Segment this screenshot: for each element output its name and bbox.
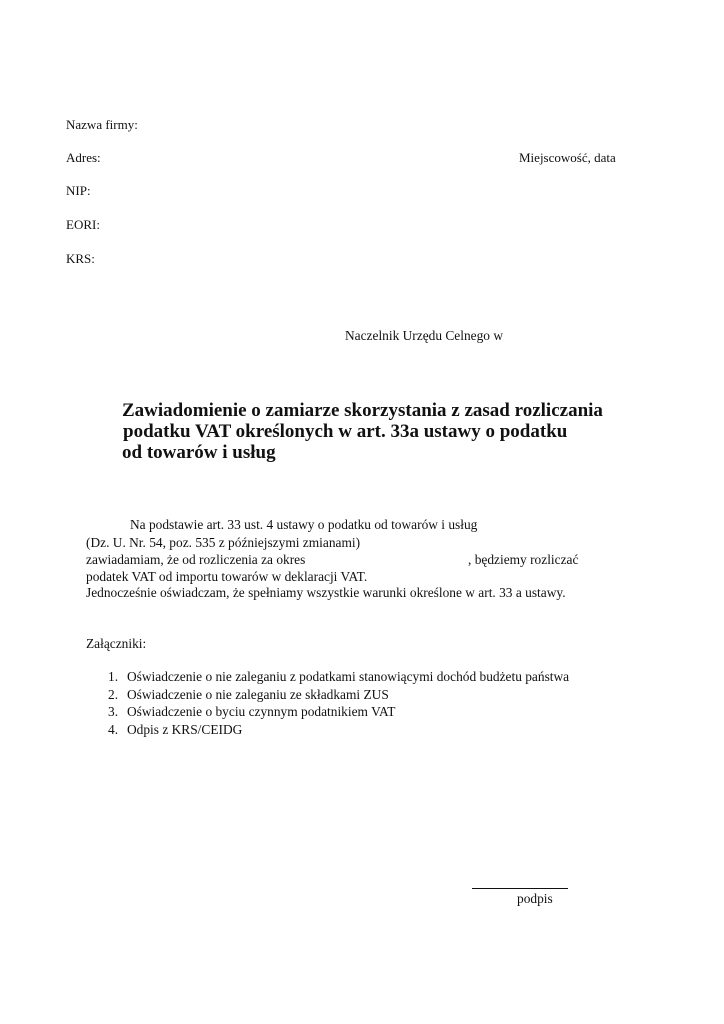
title-line-2: podatku VAT określonych w art. 33a ustawy o podatku <box>123 421 568 442</box>
body-line-3-right: , będziemy rozliczać <box>468 552 579 567</box>
attachment-item <box>108 686 569 704</box>
attachment-item <box>108 668 569 686</box>
body-line-3-left: zawiadamiam, że od rozliczenia za okres <box>86 552 306 567</box>
attachment-text: Oświadczenie o nie zaleganiu z podatkami stanowiącymi dochód budżetu państwa <box>127 669 570 684</box>
attachment-number: 4. <box>108 721 119 737</box>
attachment-number: 3. <box>108 704 119 719</box>
attachments-list <box>108 668 569 738</box>
recipient-line: Naczelnik Urzędu Celnego w <box>345 328 504 343</box>
signature-label: podpis <box>517 891 553 906</box>
document-title <box>122 400 603 463</box>
nip-label: NIP: <box>66 183 91 198</box>
body-line-2: (Dz. U. Nr. 54, poz. 535 z późniejszymi zmianami) <box>86 535 361 550</box>
attachment-text: Oświadczenie o nie zaleganiu ze składkami ZUS <box>127 686 389 702</box>
body-line-5: Jednocześnie oświadczam, że spełniamy wszystkie warunki określone w art. 33 a ustawy. <box>86 585 566 600</box>
attachment-number: 2. <box>108 686 119 702</box>
signature-line <box>472 888 568 889</box>
company-name-label: Nazwa firmy: <box>66 117 138 132</box>
attachments-heading: Załączniki: <box>86 636 147 651</box>
attachment-item <box>108 703 569 721</box>
address-label: Adres: <box>66 150 101 165</box>
title-line-3: od towarów i usług <box>122 442 276 463</box>
attachment-item <box>108 721 569 739</box>
title-line-1: Zawiadomienie o zamiarze skorzystania z zasad rozliczania <box>122 400 603 421</box>
body-line-1: Na podstawie art. 33 ust. 4 ustawy o podatku od towarów i usług <box>130 517 478 532</box>
place-date-label: Miejscowość, data <box>519 150 616 165</box>
attachment-number: 1. <box>108 669 119 684</box>
eori-label: EORI: <box>66 217 100 232</box>
krs-label: KRS: <box>66 251 95 266</box>
attachment-text: Oświadczenie o byciu czynnym podatnikiem VAT <box>127 704 396 719</box>
attachment-text: Odpis z KRS/CEIDG <box>127 721 243 737</box>
body-line-4: podatek VAT od importu towarów w deklaracji VAT. <box>86 569 368 584</box>
